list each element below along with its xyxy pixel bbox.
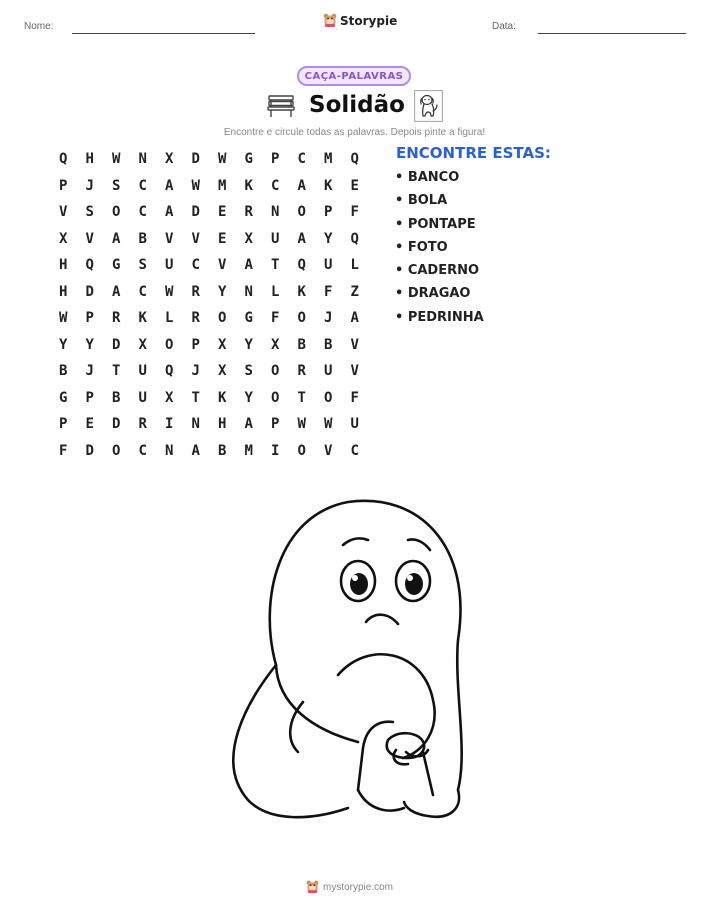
word-item: • FOTO [395,239,448,255]
grid-letter[interactable]: Y [244,336,253,353]
grid-letter[interactable]: N [191,416,200,433]
grid-letter[interactable]: E [350,177,359,194]
grid-letter[interactable]: J [191,363,200,380]
grid-letter[interactable]: X [59,230,68,247]
grid-letter[interactable]: C [350,442,359,459]
grid-letter[interactable]: O [297,204,306,221]
grid-letter[interactable]: K [297,283,306,300]
grid-letter[interactable]: Q [85,257,94,274]
date-line [538,33,686,34]
footer [306,880,393,894]
grid-letter[interactable]: R [191,283,200,300]
grid-letter[interactable]: V [324,442,333,459]
grid-letter[interactable]: Q [297,257,306,274]
grid-letter[interactable]: N [244,283,253,300]
word-list [395,170,484,333]
grid-letter[interactable]: N [138,151,147,168]
grid-row [50,173,368,200]
grid-letter[interactable]: U [324,257,333,274]
grid-row [50,411,368,438]
grid-letter[interactable]: Y [324,230,333,247]
grid-letter[interactable]: K [138,310,147,327]
grid-letter[interactable]: Q [350,230,359,247]
grid-letter[interactable]: N [271,204,280,221]
grid-letter[interactable]: T [297,389,306,406]
grid-letter[interactable]: P [271,416,280,433]
grid-letter[interactable]: W [165,283,174,300]
grid-row [50,332,368,359]
grid-letter[interactable]: G [244,310,253,327]
grid-row [50,385,368,412]
grid-letter[interactable]: O [218,310,227,327]
grid-letter[interactable]: V [218,257,227,274]
grid-letter[interactable]: A [297,230,306,247]
storypie-bear-icon [323,13,337,28]
grid-letter[interactable]: A [297,177,306,194]
grid-letter[interactable]: P [59,416,68,433]
storypie-logo [323,13,397,28]
grid-letter[interactable]: P [59,177,68,194]
grid-letter[interactable]: U [350,416,359,433]
grid-letter[interactable]: X [165,389,174,406]
grid-letter[interactable]: O [165,336,174,353]
grid-letter[interactable]: J [324,310,333,327]
grid-letter[interactable]: R [244,204,253,221]
grid-letter[interactable]: X [271,336,280,353]
grid-letter[interactable]: L [350,257,359,274]
grid-letter[interactable]: D [112,336,121,353]
grid-letter[interactable]: P [324,204,333,221]
storypie-bear-icon [306,880,319,894]
grid-letter[interactable]: Q [350,151,359,168]
grid-letter[interactable]: X [218,336,227,353]
grid-letter[interactable]: N [165,442,174,459]
grid-letter[interactable]: S [112,177,121,194]
grid-letter[interactable]: F [324,283,333,300]
grid-letter[interactable]: A [112,230,121,247]
grid-letter[interactable]: D [85,442,94,459]
grid-letter[interactable]: B [112,389,121,406]
grid-letter[interactable]: T [112,363,121,380]
grid-row [50,438,368,465]
grid-letter[interactable]: O [297,310,306,327]
grid-letter[interactable]: F [350,389,359,406]
grid-letter[interactable]: B [218,442,227,459]
grid-letter[interactable]: P [271,151,280,168]
grid-letter[interactable]: E [85,416,94,433]
find-words-heading: ENCONTRE ESTAS: [396,144,551,162]
instructions: Encontre e circule todas as palavras. Depois pinte a figura! [223,127,486,138]
grid-letter[interactable]: B [138,230,147,247]
grid-row [50,358,368,385]
grid-letter[interactable]: W [112,151,121,168]
grid-letter[interactable]: P [85,310,94,327]
grid-letter[interactable]: Y [85,336,94,353]
bench-icon [266,93,296,119]
grid-letter[interactable]: F [350,204,359,221]
grid-letter[interactable]: O [324,389,333,406]
grid-letter[interactable]: K [218,389,227,406]
word-item: • PONTAPE [395,216,476,232]
grid-letter[interactable]: A [244,257,253,274]
grid-letter[interactable]: O [271,363,280,380]
grid-letter[interactable]: S [85,204,94,221]
grid-letter[interactable]: V [191,230,200,247]
date-label: Data: [492,21,516,32]
grid-letter[interactable]: F [59,442,68,459]
grid-letter[interactable]: K [324,177,333,194]
name-line [72,33,255,34]
grid-letter[interactable]: O [112,442,121,459]
grid-letter[interactable]: M [218,177,227,194]
grid-letter[interactable]: G [59,389,68,406]
grid-letter[interactable]: R [112,310,121,327]
grid-letter[interactable]: M [244,442,253,459]
grid-letter[interactable]: F [271,310,280,327]
grid-letter[interactable]: I [165,416,174,433]
grid-letter[interactable]: A [350,310,359,327]
grid-row [50,279,368,306]
grid-letter[interactable]: H [59,257,68,274]
grid-letter[interactable]: U [165,257,174,274]
grid-row [50,305,368,332]
grid-letter[interactable]: J [85,363,94,380]
word-item: • CADERNO [395,263,480,279]
dog-icon [414,90,443,122]
grid-letter[interactable]: V [350,363,359,380]
grid-letter[interactable]: O [297,442,306,459]
grid-letter[interactable]: Z [350,283,359,300]
grid-letter[interactable]: C [271,177,280,194]
grid-letter[interactable]: R [191,310,200,327]
grid-letter[interactable]: O [112,204,121,221]
grid-letter[interactable]: S [244,363,253,380]
grid-letter[interactable]: P [191,336,200,353]
word-item: • BANCO [395,170,460,185]
grid-letter[interactable]: U [138,363,147,380]
grid-letter[interactable]: U [271,230,280,247]
grid-letter[interactable]: X [244,230,253,247]
grid-row [50,146,368,173]
grid-letter[interactable]: C [297,151,306,168]
grid-letter[interactable]: H [85,151,94,168]
grid-letter[interactable]: R [138,416,147,433]
grid-letter[interactable]: G [244,151,253,168]
grid-letter[interactable]: E [218,230,227,247]
grid-letter[interactable]: A [244,416,253,433]
grid-letter[interactable]: M [324,151,333,168]
grid-letter[interactable]: T [271,257,280,274]
grid-letter[interactable]: C [138,204,147,221]
grid-row [50,226,368,253]
page-title: Solidão [309,92,405,118]
grid-row [50,252,368,279]
grid-letter[interactable]: V [59,204,68,221]
word-search-grid [50,146,368,464]
grid-letter[interactable]: K [244,177,253,194]
grid-letter[interactable]: C [138,177,147,194]
word-item: • DRAGAO [395,286,471,302]
grid-letter[interactable]: D [191,204,200,221]
grid-letter[interactable]: H [218,416,227,433]
grid-letter[interactable]: U [324,363,333,380]
grid-letter[interactable]: Y [244,389,253,406]
grid-letter[interactable]: B [59,363,68,380]
grid-letter[interactable]: V [85,230,94,247]
grid-letter[interactable]: Y [218,283,227,300]
grid-letter[interactable]: H [59,283,68,300]
grid-letter[interactable]: X [218,363,227,380]
grid-letter[interactable]: B [324,336,333,353]
logo-text: Storypie [340,13,398,28]
grid-letter[interactable]: C [138,283,147,300]
grid-letter[interactable]: W [191,177,200,194]
grid-letter[interactable]: W [297,416,306,433]
grid-letter[interactable]: Y [59,336,68,353]
grid-letter[interactable]: U [138,389,147,406]
grid-letter[interactable]: B [297,336,306,353]
grid-letter[interactable]: A [165,204,174,221]
grid-letter[interactable]: R [297,363,306,380]
grid-letter[interactable]: W [59,310,68,327]
grid-letter[interactable]: V [165,230,174,247]
grid-letter[interactable]: D [112,416,121,433]
grid-letter[interactable]: Q [59,151,68,168]
grid-letter[interactable]: A [165,177,174,194]
category-badge: CAÇA-PALAVRAS [297,66,411,86]
grid-letter[interactable]: P [85,389,94,406]
grid-letter[interactable]: W [218,151,227,168]
grid-letter[interactable]: C [138,442,147,459]
sad-character-illustration [218,490,492,830]
grid-letter[interactable]: W [324,416,333,433]
grid-letter[interactable]: A [191,442,200,459]
grid-letter[interactable]: C [191,257,200,274]
word-item: • PEDRINHA [395,309,484,325]
title-row [0,90,709,124]
grid-letter[interactable]: X [165,151,174,168]
grid-letter[interactable]: O [271,389,280,406]
footer-url: mystorypie.com [323,881,394,893]
grid-letter[interactable]: I [271,442,280,459]
grid-letter[interactable]: A [112,283,121,300]
name-label: Nome: [24,21,54,32]
grid-letter[interactable]: D [191,151,200,168]
grid-row [50,199,368,226]
grid-letter[interactable]: T [191,389,200,406]
grid-letter[interactable]: V [350,336,359,353]
word-item: • BOLA [395,193,448,209]
grid-letter[interactable]: L [165,310,174,327]
grid-letter[interactable]: X [138,336,147,353]
grid-letter[interactable]: J [85,177,94,194]
grid-letter[interactable]: Q [165,363,174,380]
grid-letter[interactable]: S [138,257,147,274]
grid-letter[interactable]: E [218,204,227,221]
grid-letter[interactable]: L [271,283,280,300]
grid-letter[interactable]: D [85,283,94,300]
grid-letter[interactable]: G [112,257,121,274]
